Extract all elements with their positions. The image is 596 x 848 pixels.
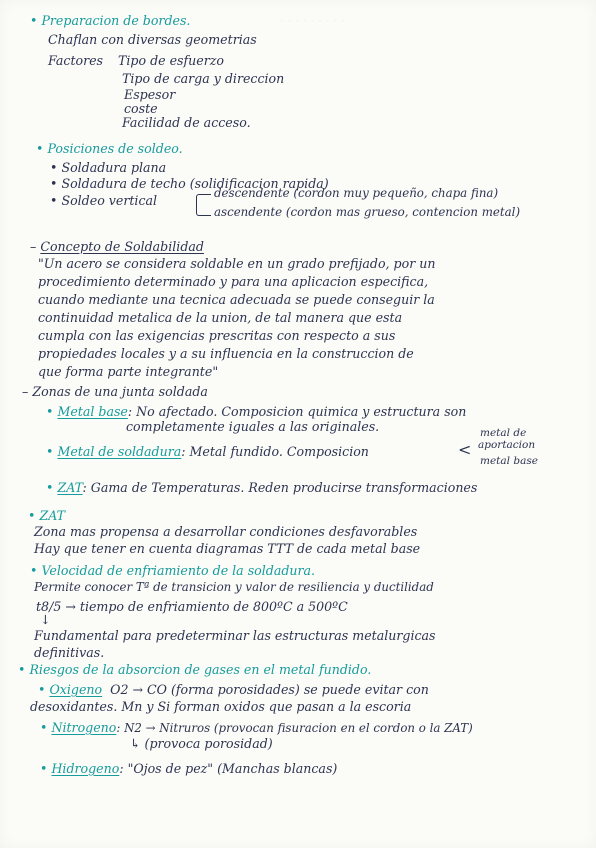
metal-soldadura-label: Metal de soldadura (57, 444, 182, 459)
posiciones-title (36, 143, 183, 156)
velocidad-title-text: Velocidad de enfriamiento de la soldadura. (41, 563, 316, 578)
factor-item-5: Facilidad de acceso. (122, 115, 251, 130)
zat-label: ZAT (57, 480, 83, 495)
soldabilidad-line-1: "Un acero se considera soldable en un grado prefijado, por un (38, 256, 436, 271)
soldabilidad-line-7: que forma parte integrante" (38, 364, 219, 379)
oxigeno-text: O2 → CO (forma porosidades) se puede evitar con (110, 682, 429, 697)
nitrogeno-line2: ↳ (provoca porosidad) (130, 736, 273, 751)
bullet-icon: • (36, 141, 44, 156)
factor-item-1: Tipo de esfuerzo (118, 53, 224, 68)
soldabilidad-line-2: procedimiento determinado y para una aplicacion especifica, (38, 274, 429, 289)
dash-icon: – (30, 239, 41, 254)
bullet-icon: • (38, 682, 46, 697)
velocidad-line-3: Fundamental para predeterminar las estructuras metalurgicas (34, 628, 436, 643)
posicion-item-3-text: Soldeo vertical (61, 193, 158, 208)
posiciones-title-text: Posiciones de soldeo. (47, 141, 183, 156)
bullet-icon: • (40, 761, 48, 776)
bullet-icon: • (46, 404, 54, 419)
bullet-icon: • (50, 160, 62, 175)
zat-line (46, 482, 477, 495)
zat2-line-1: Zona mas propensa a desarrollar condiciones desfavorables (34, 524, 418, 539)
soldabilidad-title (30, 241, 204, 254)
zat2-line-2: Hay que tener en cuenta diagramas TTT de cada metal base (34, 541, 421, 556)
composicion-opt-3: metal base (480, 455, 538, 467)
soldabilidad-line-6: propiedades locales y a su influencia en la construccion de (38, 346, 414, 361)
soldabilidad-line-5: cumpla con las exigencias prescritas con respecto a sus (38, 328, 396, 343)
oxigeno-label: Oxigeno (49, 682, 103, 697)
oxigeno-line (38, 684, 429, 697)
posicion-item-1 (50, 162, 166, 175)
vertical-descendente: descendente (cordon muy pequeño, chapa fina) (214, 186, 499, 200)
posicion-item-1-text: Soldadura plana (61, 160, 167, 175)
factor-item-2: Tipo de carga y direccion (122, 71, 285, 86)
soldabilidad-line-3: cuando mediante una tecnica adecuada se puede conseguir la (38, 292, 435, 307)
nitrogeno-label: Nitrogeno (51, 720, 117, 735)
velocidad-title (30, 565, 315, 578)
metal-base-line2: completamente iguales a las originales. (126, 419, 380, 434)
nitrogeno-line (40, 722, 473, 735)
factor-item-3: Espesor (124, 87, 176, 102)
metal-base-line (46, 406, 466, 419)
velocidad-line-4: definitivas. (34, 645, 105, 660)
velocidad-line-1: Permite conocer Tª de transicion y valor de resiliencia y ductilidad (34, 580, 434, 594)
nitrogeno-text: : N2 → Nitruros (provocan fisuracion en el cordon o la ZAT) (116, 721, 473, 735)
hidrogeno-line (40, 763, 337, 776)
metal-soldadura-line (46, 446, 369, 459)
bullet-icon: • (28, 508, 36, 523)
riesgos-title-text: Riesgos de la absorcion de gases en el metal fundido. (29, 662, 372, 677)
bullet-icon: • (18, 662, 26, 677)
hidrogeno-label: Hidrogeno (51, 761, 120, 776)
soldabilidad-line-4: continuidad metalica de la union, de tal manera que esta (38, 310, 403, 325)
curly-brace-icon (196, 194, 211, 216)
soldabilidad-title-text: Concepto de Soldabilidad (40, 239, 204, 254)
factores-label: Factores (48, 53, 104, 68)
metal-base-text: : No afectado. Composicion quimica y estructura son (127, 404, 467, 419)
bordes-line1: Chaflan con diversas geometrias (48, 32, 257, 47)
hidrogeno-text: : "Ojos de pez" (Manchas blancas) (119, 761, 338, 776)
zonas-title-text: Zonas de una junta soldada (32, 384, 208, 399)
zat-text: : Gama de Temperaturas. Reden producirse transformaciones (82, 480, 478, 495)
zat2-title-text: ZAT (39, 508, 65, 523)
zat2-title (28, 510, 65, 523)
bullet-icon: • (46, 480, 54, 495)
riesgos-title (18, 664, 371, 677)
less-than-brace-icon: < (458, 440, 472, 459)
bordes-title-text: Preparacion de bordes. (41, 13, 191, 28)
arrow-down-icon: ↓ (40, 612, 51, 627)
composicion-opt-1: metal de (480, 427, 527, 439)
bullet-icon: • (30, 13, 38, 28)
bullet-icon: • (30, 563, 38, 578)
bullet-icon: • (46, 444, 54, 459)
bullet-icon: • (50, 176, 62, 191)
metal-base-label: Metal base (57, 404, 128, 419)
composicion-opt-2: aportacion (478, 439, 536, 451)
vertical-ascendente: ascendente (cordon mas grueso, contencion metal) (214, 205, 521, 219)
metal-soldadura-text: : Metal fundido. Composicion (181, 444, 369, 459)
posicion-item-3 (50, 195, 157, 208)
bleed-through-text: · · · · · · · · · (280, 14, 345, 28)
dash-icon: – (22, 384, 33, 399)
zonas-title (22, 386, 208, 399)
bordes-title (30, 15, 190, 28)
oxigeno-line2: desoxidantes. Mn y Si forman oxidos que pasan a la escoria (30, 699, 412, 714)
bullet-icon: • (50, 193, 62, 208)
factor-item-4: coste (124, 101, 158, 116)
posicion-item-2-text: Soldadura de techo (solidificacion rapida) (61, 176, 329, 191)
velocidad-line-2: t8/5 → tiempo de enfriamiento de 800ºC a 500ºC (36, 599, 348, 614)
bullet-icon: • (40, 720, 48, 735)
